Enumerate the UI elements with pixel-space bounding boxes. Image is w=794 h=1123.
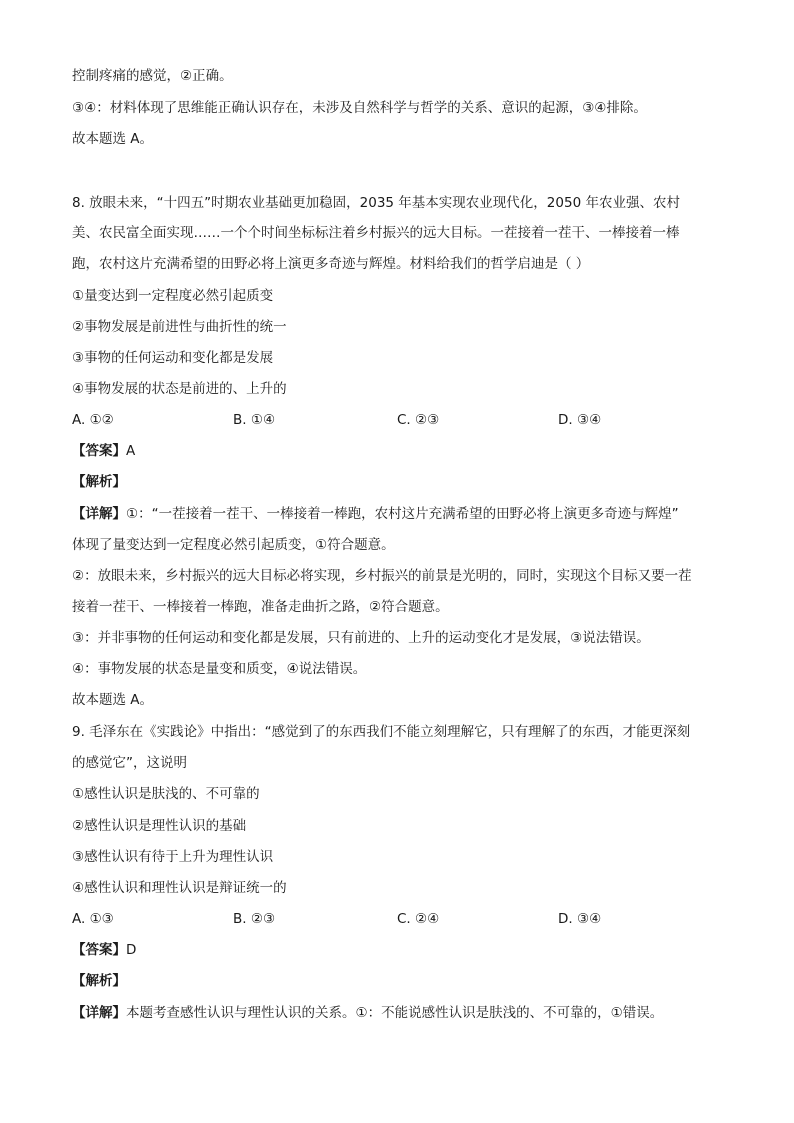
q8-stem-line-2: 美、农民富全面实现……一个个时间坐标标注着乡村振兴的远大目标。一茬接着一茬干、一棒接着一棒 (72, 225, 680, 241)
q9-stem-line-1: 9. 毛泽东在《实践论》中指出：“感觉到了的东西我们不能立刻理解它，只有理解了的东西，才能更深刻 (72, 724, 691, 740)
q8-detail-line-2: 体现了量变达到一定程度必然引起质变，①符合题意。 (72, 537, 395, 553)
q9-item-4: ④感性认识和理性认识是辩证统一的 (72, 880, 287, 896)
q9-answer (72, 940, 732, 960)
q8-options (72, 410, 732, 430)
q8-stem-line-3: 跑，农村这片充满希望的田野必将上演更多奇迹与辉煌。材料给我们的哲学启迪是（ ） (72, 256, 590, 272)
q8-answer (72, 441, 732, 461)
q9-option-c: C. ②④ (397, 911, 440, 927)
q8-item-2: ②事物发展是前进性与曲折性的统一 (72, 319, 287, 335)
q8-item-3: ③事物的任何运动和变化都是发展 (72, 350, 274, 366)
q8-detail-line-4: 接着一茬干、一棒接着一棒跑，准备走曲折之路，②符合题意。 (72, 599, 449, 615)
prev-conclusion: 故本题选 A。 (72, 131, 154, 147)
prev-analysis-line-2: ③④：材料体现了思维能正确认识存在，未涉及自然科学与哲学的关系、意识的起源，③④排除。 (72, 100, 647, 116)
q8-detail-line-6: ④：事物发展的状态是量变和质变，④说法错误。 (72, 661, 367, 677)
q9-answer-tag: 【答案】 (72, 942, 126, 958)
q8-detail-line-3: ②：放眼未来，乡村振兴的远大目标必将实现，乡村振兴的前景是光明的，同时，实现这个目标又要一茬 (72, 568, 692, 584)
q8-option-c: C. ②③ (397, 412, 440, 428)
q8-answer-value: A (126, 443, 136, 459)
q8-option-a: A. ①② (72, 412, 114, 428)
q9-option-d: D. ③④ (558, 911, 602, 927)
q9-option-b: B. ②③ (233, 911, 276, 927)
q8-conclusion: 故本题选 A。 (72, 692, 154, 708)
q8-answer-tag: 【答案】 (72, 443, 126, 459)
q9-item-3: ③感性认识有待于上升为理性认识 (72, 849, 274, 865)
q9-detail-tag: 【详解】 (72, 1005, 126, 1021)
q8-detail-line-5: ③：并非事物的任何运动和变化都是发展，只有前进的、上升的运动变化才是发展，③说法错误。 (72, 630, 650, 646)
q9-item-2: ②感性认识是理性认识的基础 (72, 818, 247, 834)
q8-analysis-tag: 【解析】 (72, 474, 126, 490)
q9-item-1: ①感性认识是肤浅的、不可靠的 (72, 786, 260, 802)
prev-analysis-line-1: 控制疼痛的感觉，②正确。 (72, 68, 233, 84)
q8-item-1: ①量变达到一定程度必然引起质变 (72, 288, 274, 304)
q9-analysis-tag: 【解析】 (72, 973, 126, 989)
q9-detail-line-1: 【详解】本题考查感性认识与理性认识的关系。①：不能说感性认识是肤浅的、不可靠的，①错误。 (72, 1005, 664, 1021)
q8-stem-line-1: 8. 放眼未来，“十四五”时期农业基础更加稳固，2035 年基本实现农业现代化，2050 年农业强、农村 (72, 195, 680, 211)
q8-detail-tag: 【详解】 (72, 506, 126, 522)
q9-option-a: A. ①③ (72, 911, 114, 927)
q8-item-4: ④事物发展的状态是前进的、上升的 (72, 381, 287, 397)
q8-option-b: B. ①④ (233, 412, 276, 428)
q8-detail-line-1: 【详解】①：“一茬接着一茬干、一棒接着一棒跑，农村这片充满希望的田野必将上演更多奇迹与辉煌” (72, 506, 679, 522)
q9-options (72, 909, 732, 929)
q9-stem-line-2: 的感觉它”，这说明 (72, 755, 187, 771)
q9-answer-value: D (126, 942, 137, 958)
q8-option-d: D. ③④ (558, 412, 602, 428)
